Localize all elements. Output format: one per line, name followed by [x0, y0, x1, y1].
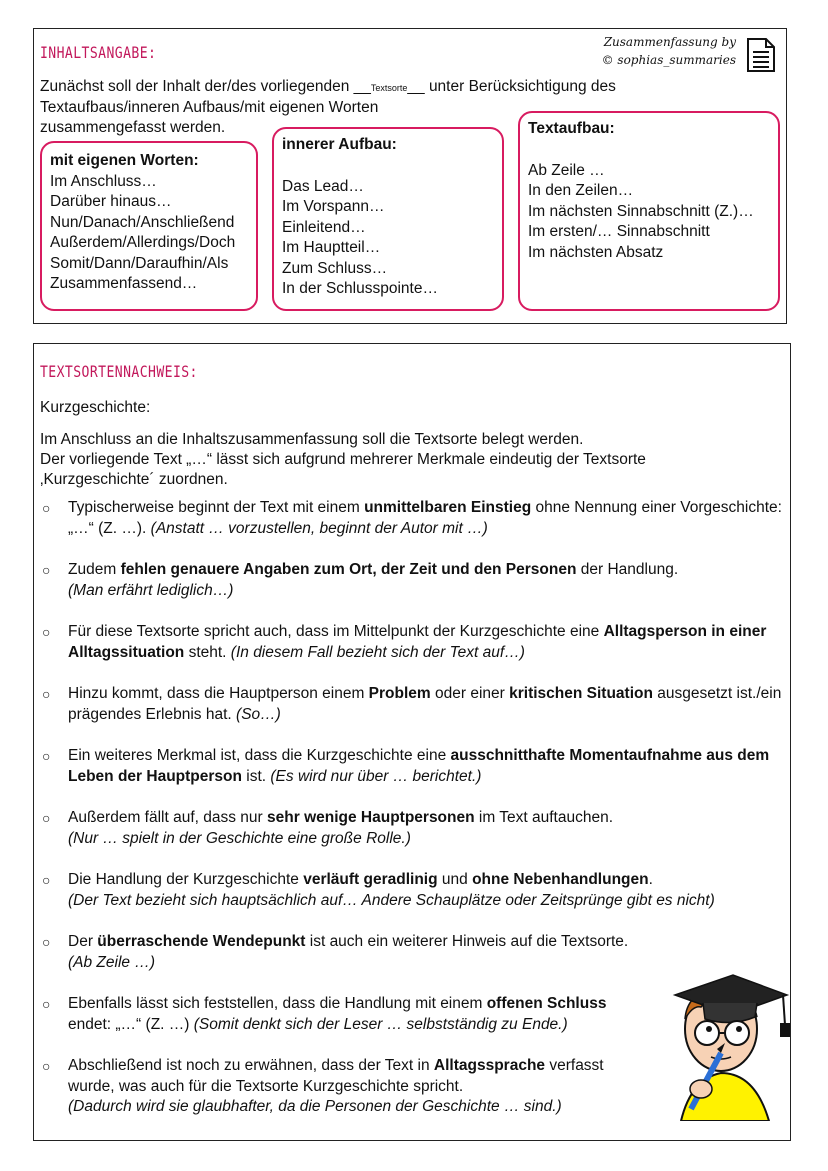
- box-inner-heading: innerer Aufbau:: [282, 136, 397, 153]
- intro-part2: __ unter Berücksichtigung des: [407, 78, 616, 95]
- list-item: ○ Hinzu kommt, dass die Hauptperson einem Problem oder einer kritischen Situation ausgesetzt ist./ein prägendes Erlebnis hat. (So…): [42, 685, 782, 723]
- bullet-icon: ○: [42, 500, 51, 516]
- list-item: Zum Schluss…: [282, 259, 388, 277]
- box-text-heading: Textaufbau:: [528, 120, 615, 137]
- list-item: Im Anschluss…: [50, 172, 157, 190]
- list-item: Nun/Danach/Anschließend: [50, 213, 235, 231]
- list-item: Im nächsten Absatz: [528, 243, 664, 261]
- list-item: In den Zeilen…: [528, 182, 634, 199]
- intro-line2: Textaufbaus/inneren Aufbaus/mit eigenen Worten: [40, 99, 379, 116]
- list-item: ○ Außerdem fällt auf, dass nur sehr wenige Hauptpersonen im Text auftauchen. (Nur … spielt in der Geschichte eine große Rolle.): [42, 809, 614, 847]
- list-item: Das Lead…: [282, 177, 364, 195]
- bullet-icon: ○: [42, 748, 51, 764]
- proof-title: TEXTSORTENNACHWEIS:: [40, 362, 198, 381]
- brand: [602, 33, 776, 69]
- bullet-icon: ○: [42, 686, 51, 702]
- bullet-icon: ○: [42, 562, 51, 578]
- list-item: ○ Für diese Textsorte spricht auch, dass im Mittelpunkt der Kurzgeschichte eine Alltagsperson in einer Alltagssituation steht. (In diesem Fall bezieht sich der Text auf…): [42, 623, 767, 661]
- list-item: ○ Abschließend ist noch zu erwähnen, dass der Text in Alltagssprache verfasst wurde, was auch für die Textsorte Kurzgeschichte spricht. (Dadurch wird sie glaubhafter, da die Personen der Geschichte … sind.): [42, 1057, 604, 1115]
- graduate-cartoon-illustration: [651, 961, 791, 1121]
- list-item: Darüber hinaus…: [50, 193, 172, 210]
- summary-section: [33, 28, 787, 324]
- summary-title: INHALTSANGABE:: [40, 43, 157, 62]
- proof-intro-line1: Im Anschluss an die Inhaltszusammenfassung soll die Textsorte belegt werden.: [40, 431, 584, 448]
- intro-part1: Zunächst soll der Inhalt der/des vorliegenden __: [40, 78, 371, 95]
- proof-intro-line2: Der vorliegende Text „…“ lässt sich aufgrund mehrerer Merkmale eindeutig der Textsorte: [40, 451, 646, 468]
- list-item: Zusammenfassend…: [50, 275, 198, 292]
- document-icon: [746, 37, 776, 73]
- list-item: Somit/Dann/Daraufhin/Als: [50, 254, 229, 272]
- list-item: Im nächsten Sinnabschnitt (Z.)…: [528, 202, 754, 220]
- bullet-icon: ○: [42, 872, 51, 888]
- box-inner-structure: [272, 127, 504, 311]
- list-item: Einleitend…: [282, 218, 366, 236]
- list-item: ○ Zudem fehlen genauere Angaben zum Ort, der Zeit und den Personen der Handlung. (Man erfährt lediglich…): [42, 561, 679, 599]
- list-item: ○ Die Handlung der Kurzgeschichte verläuft geradlinig und ohne Nebenhandlungen. (Der Text bezieht sich hauptsächlich auf… Andere Schauplätze oder Zeitsprünge gibt es nicht): [42, 871, 715, 909]
- proof-intro-line3: ‚Kurzgeschichte´ zuordnen.: [40, 471, 228, 488]
- list-item: ○ Typischerweise beginnt der Text mit einem unmittelbaren Einstieg ohne Nennung einer Vorgeschichte: „…“ (Z. …). (Anstatt … vorzustellen, beginnt der Autor mit …): [42, 499, 782, 537]
- list-item: ○ Der überraschende Wendepunkt ist auch ein weiterer Hinweis auf die Textsorte. (Ab Zeile …): [42, 933, 629, 971]
- box-own-words-heading: mit eigenen Worten:: [50, 152, 199, 169]
- bullet-icon: ○: [42, 810, 51, 826]
- intro-line3: zusammengefasst werden.: [40, 119, 226, 136]
- bullet-icon: ○: [42, 934, 51, 950]
- list-item: Außerdem/Allerdings/Doch: [50, 234, 236, 251]
- proof-section: [33, 343, 791, 1141]
- brand-line1: Zusammenfassung by: [603, 35, 736, 49]
- list-item: Im ersten/… Sinnabschnitt: [528, 223, 710, 240]
- list-item: Im Vorspann…: [282, 198, 385, 215]
- intro-small: Textsorte: [370, 83, 408, 93]
- type-label: Kurzgeschichte:: [40, 399, 151, 416]
- bullet-icon: ○: [42, 996, 51, 1012]
- list-item: Im Hauptteil…: [282, 239, 381, 256]
- list-item: ○ Ein weiteres Merkmal ist, dass die Kurzgeschichte eine ausschnitthafte Momentaufnahme aus dem Leben der Hauptperson ist. (Es wird nur über … berichtet.): [42, 747, 770, 785]
- list-item: Ab Zeile …: [528, 161, 605, 179]
- list-item: ○ Ebenfalls lässt sich feststellen, dass die Handlung mit einem offenen Schluss endet: „…“ (Z. …) (Somit denkt sich der Leser … selbstständig zu Ende.): [42, 995, 607, 1033]
- box-own-words: [40, 141, 258, 311]
- list-item: In der Schlusspointe…: [282, 280, 438, 297]
- brand-line2: © sophias_summaries: [601, 53, 736, 67]
- proof-intro: [40, 430, 780, 490]
- bullet-icon: ○: [42, 1058, 51, 1074]
- box-text-structure: [518, 111, 780, 311]
- bullet-icon: ○: [42, 624, 51, 640]
